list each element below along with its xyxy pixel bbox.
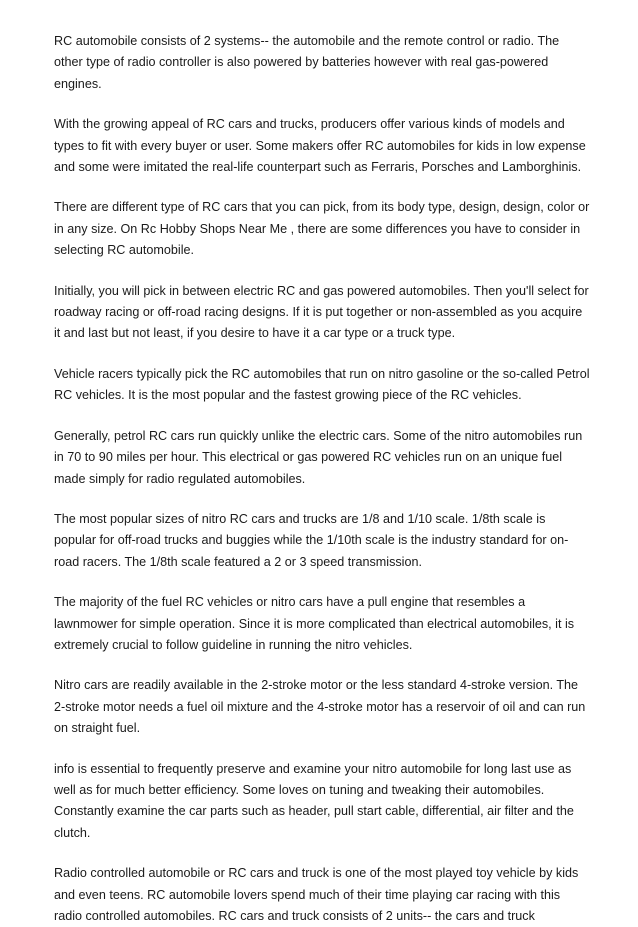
paragraph-11: Radio controlled automobile or RC cars and truck is one of the most played toy vehicle by kids and even teens. RC automobile lovers spend much of their time playing car racing with this radio controlled automobiles. RC cars and truck consists of 2 units-- the cars and truck [54,866,579,923]
paragraph-4: Initially, you will pick in between electric RC and gas powered automobiles. Then you'll select for roadway racing or off-road racing designs. If it is put together or non-assembled as you acquire it and last but not least, if you desire to have it a car type or a truck type. [54,283,589,341]
paragraph-9: Nitro cars are readily available in the 2-stroke motor or the less standard 4-stroke version. The 2-stroke motor needs a fuel oil mixture and the 4-stroke motor has a reservoir of oil and can run on straight fuel. [54,678,586,736]
paragraph-3: There are different type of RC cars that you can pick, from its body type, design, design, color or in any size. On Rc Hobby Shops Near Me , there are some differences you have to consider in selecting RC automobile. [54,200,590,258]
paragraph-2: With the growing appeal of RC cars and trucks, producers offer various kinds of models and types to fit with every buyer or user. Some makers offer RC automobiles for kids in low expense and some were imitated the real-life counterpart such as Ferraris, Porsches and Lamborghinis. [54,117,586,175]
paragraph-10: info is essential to frequently preserve and examine your nitro automobile for long last use as well as for much better efficiency. Some loves on tuning and tweaking their automobiles. Constantly examine the car parts such as header, pull start cable, differential, air filter and the clutch. [54,761,574,840]
paragraph-5: Vehicle racers typically pick the RC automobiles that run on nitro gasoline or the so-called Petrol RC vehicles. It is the most popular and the fastest growing piece of the RC vehicles. [54,366,590,403]
document-body [54,31,590,927]
paragraph-7: The most popular sizes of nitro RC cars and trucks are 1/8 and 1/10 scale. 1/8th scale is popular for off-road trucks and buggies while the 1/10th scale is the industry standard for on-road racers. The 1/8th scale featured a 2 or 3 speed transmission. [54,511,569,569]
paragraph-6: Generally, petrol RC cars run quickly unlike the electric cars. Some of the nitro automobiles run in 70 to 90 miles per hour. This electrical or gas powered RC vehicles run on an unique fuel made simply for radio regulated automobiles. [54,428,583,486]
paragraph-1: RC automobile consists of 2 systems-- the automobile and the remote control or radio. The other type of radio controller is also powered by batteries however with real gas-powered engines. [54,34,560,91]
paragraph-8: The majority of the fuel RC vehicles or nitro cars have a pull engine that resembles a lawnmower for simple operation. Since it is more complicated than electrical automobiles, it is extremely crucial to follow guideline in running the nitro vehicles. [54,595,575,652]
